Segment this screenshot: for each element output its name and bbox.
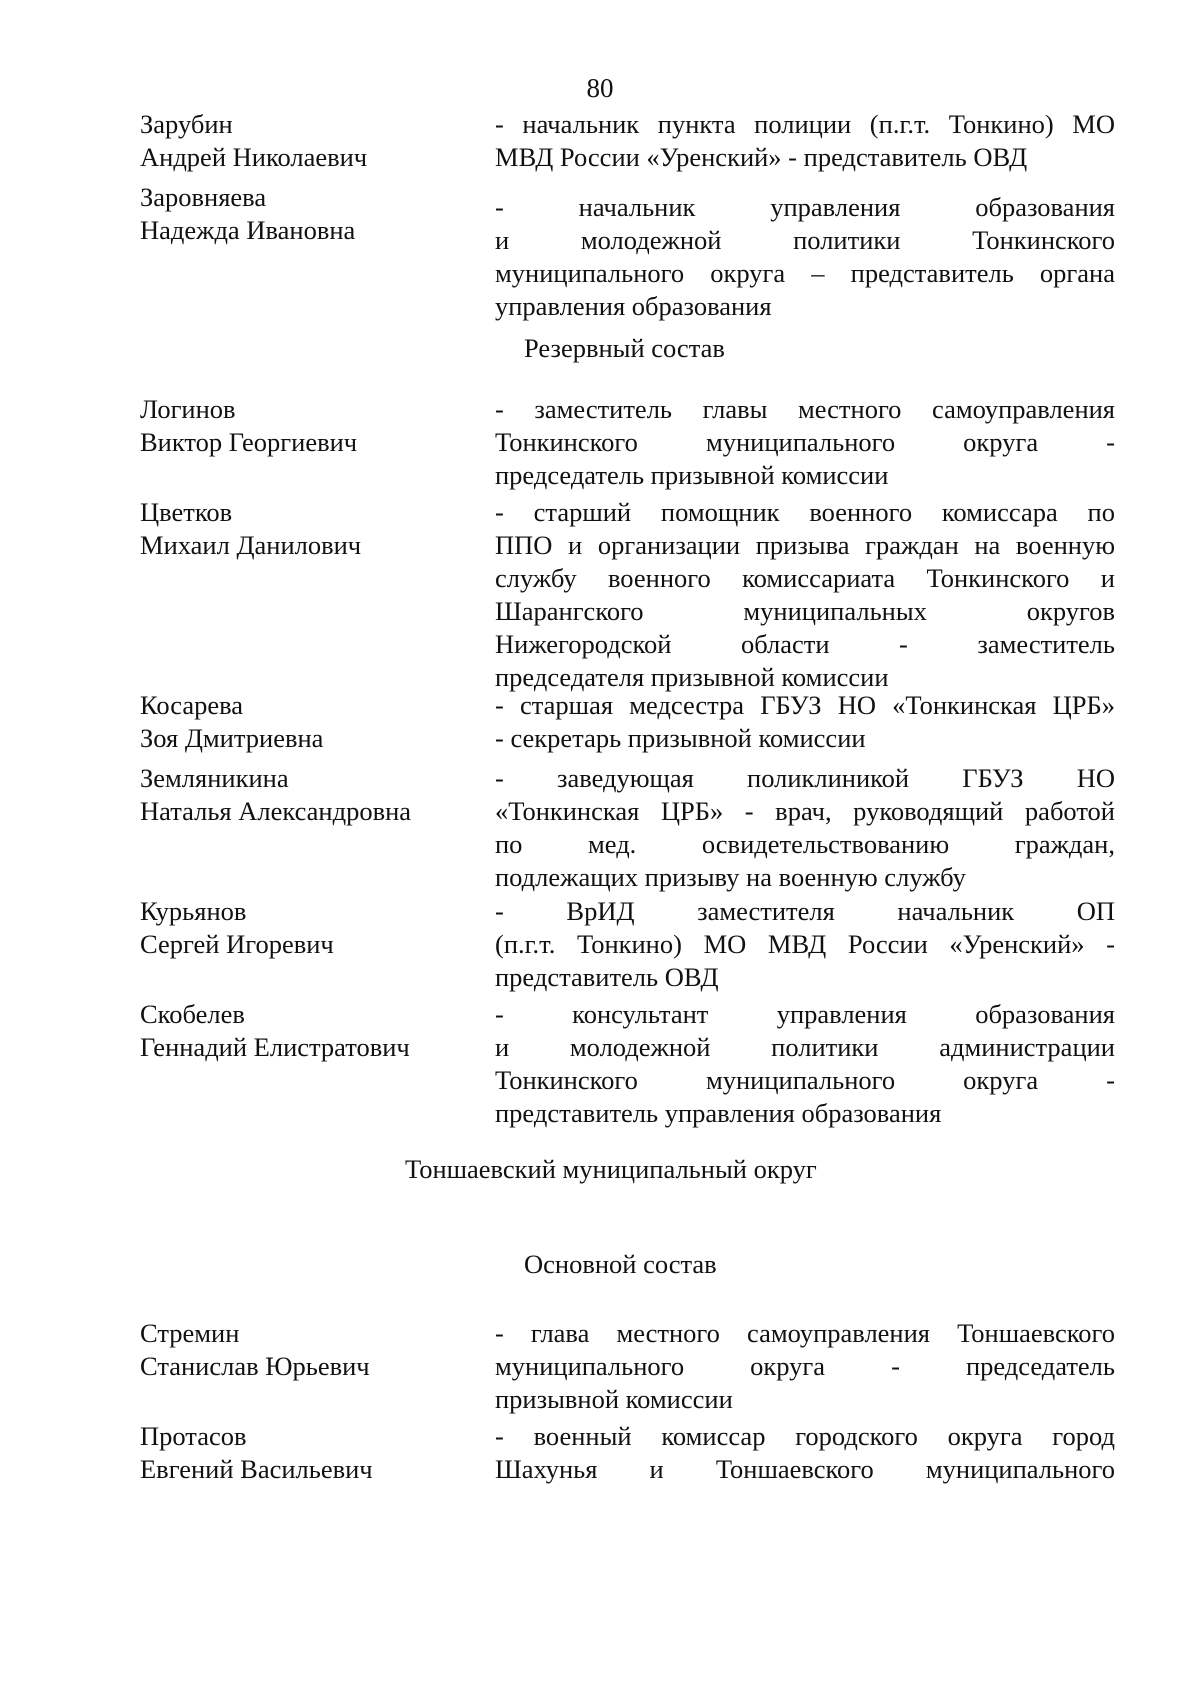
position-line: (п.г.т. Тонкино) МО МВД России «Уренский» - <box>495 929 1115 959</box>
member-given-name: Евгений Васильевич <box>140 1454 373 1484</box>
position-line: ППО и организации призыва граждан на военную <box>495 530 1115 560</box>
position-line: Нижегородской области - заместитель <box>495 629 1115 659</box>
position-line: представитель управления образования <box>495 1098 942 1128</box>
member-position <box>495 1317 1115 1416</box>
position-line: МВД России «Уренский» - представитель ОВД <box>495 142 1028 172</box>
member-position <box>495 1420 1115 1486</box>
position-line: председателя призывной комиссии <box>495 662 889 692</box>
member-surname: Земляникина <box>140 763 289 793</box>
position-line: - заведующая поликлиникой ГБУЗ НО <box>495 763 1115 793</box>
member-position <box>495 762 1115 894</box>
member-position <box>495 191 1115 323</box>
section-heading-reserve: Резервный состав <box>524 333 725 363</box>
position-line: - военный комиссар городского округа город <box>495 1421 1115 1451</box>
member-surname: Курьянов <box>140 896 247 926</box>
position-line: - заместитель главы местного самоуправления <box>495 394 1115 424</box>
member-position <box>495 998 1115 1130</box>
member-given-name: Виктор Георгиевич <box>140 427 358 457</box>
member-name <box>140 998 470 1064</box>
member-name <box>140 1317 470 1383</box>
position-line: Тонкинского муниципального округа - <box>495 427 1115 457</box>
member-given-name: Геннадий Елистратович <box>140 1032 410 1062</box>
member-surname: Зарубин <box>140 109 233 139</box>
position-line: - ВрИД заместителя начальник ОП <box>495 896 1115 926</box>
member-surname: Логинов <box>140 394 236 424</box>
position-line: и молодежной политики администрации <box>495 1032 1115 1062</box>
position-line: управления образования <box>495 291 772 321</box>
page-number: 80 <box>586 73 614 103</box>
position-line: службу военного комиссариата Тонкинского и <box>495 563 1115 593</box>
position-line: Тонкинского муниципального округа - <box>495 1065 1115 1095</box>
member-name <box>140 181 470 247</box>
member-given-name: Наталья Александровна <box>140 796 412 826</box>
position-line: муниципального округа - председатель <box>495 1351 1115 1381</box>
member-surname: Заровняева <box>140 182 267 212</box>
member-given-name: Зоя Дмитриевна <box>140 723 324 753</box>
member-position <box>495 496 1115 694</box>
position-line: - начальник пункта полиции (п.г.т. Тонкино) МО <box>495 109 1115 139</box>
position-line: - старший помощник военного комиссара по <box>495 497 1115 527</box>
district-heading: Тоншаевский муниципальный округ <box>405 1154 817 1184</box>
position-line: - начальник управления образования <box>495 192 1115 222</box>
member-given-name: Андрей Николаевич <box>140 142 368 172</box>
member-name <box>140 496 470 562</box>
position-line: подлежащих призыву на военную службу <box>495 862 966 892</box>
position-line: Шарангского муниципальных округов <box>495 596 1115 626</box>
member-surname: Скобелев <box>140 999 245 1029</box>
position-line: Шахунья и Тоншаевского муниципального <box>495 1454 1115 1484</box>
member-surname: Протасов <box>140 1421 247 1451</box>
position-line: «Тонкинская ЦРБ» - врач, руководящий работой <box>495 796 1115 826</box>
position-line: и молодежной политики Тонкинского <box>495 225 1115 255</box>
member-name <box>140 393 470 459</box>
member-name <box>140 762 470 828</box>
member-surname: Косарева <box>140 690 244 720</box>
member-position <box>495 393 1115 492</box>
member-given-name: Надежда Ивановна <box>140 215 356 245</box>
member-surname: Цветков <box>140 497 233 527</box>
position-line: - старшая медсестра ГБУЗ НО «Тонкинская ЦРБ» <box>495 690 1115 720</box>
member-position <box>495 895 1115 994</box>
position-line: - секретарь призывной комиссии <box>495 723 866 753</box>
position-line: призывной комиссии <box>495 1384 733 1414</box>
member-given-name: Сергей Игоревич <box>140 929 334 959</box>
member-name <box>140 689 470 755</box>
position-line: по мед. освидетельствованию граждан, <box>495 829 1115 859</box>
member-given-name: Михаил Данилович <box>140 530 362 560</box>
member-surname: Стремин <box>140 1318 240 1348</box>
position-line: председатель призывной комиссии <box>495 460 889 490</box>
member-given-name: Станислав Юрьевич <box>140 1351 370 1381</box>
section-heading-main: Основной состав <box>524 1249 717 1279</box>
member-name <box>140 895 470 961</box>
position-line: представитель ОВД <box>495 962 719 992</box>
member-name <box>140 1420 470 1486</box>
position-line: - консультант управления образования <box>495 999 1115 1029</box>
member-position <box>495 108 1115 174</box>
member-name <box>140 108 470 174</box>
position-line: - глава местного самоуправления Тоншаевского <box>495 1318 1115 1348</box>
member-position <box>495 689 1115 755</box>
position-line: муниципального округа – представитель органа <box>495 258 1115 288</box>
